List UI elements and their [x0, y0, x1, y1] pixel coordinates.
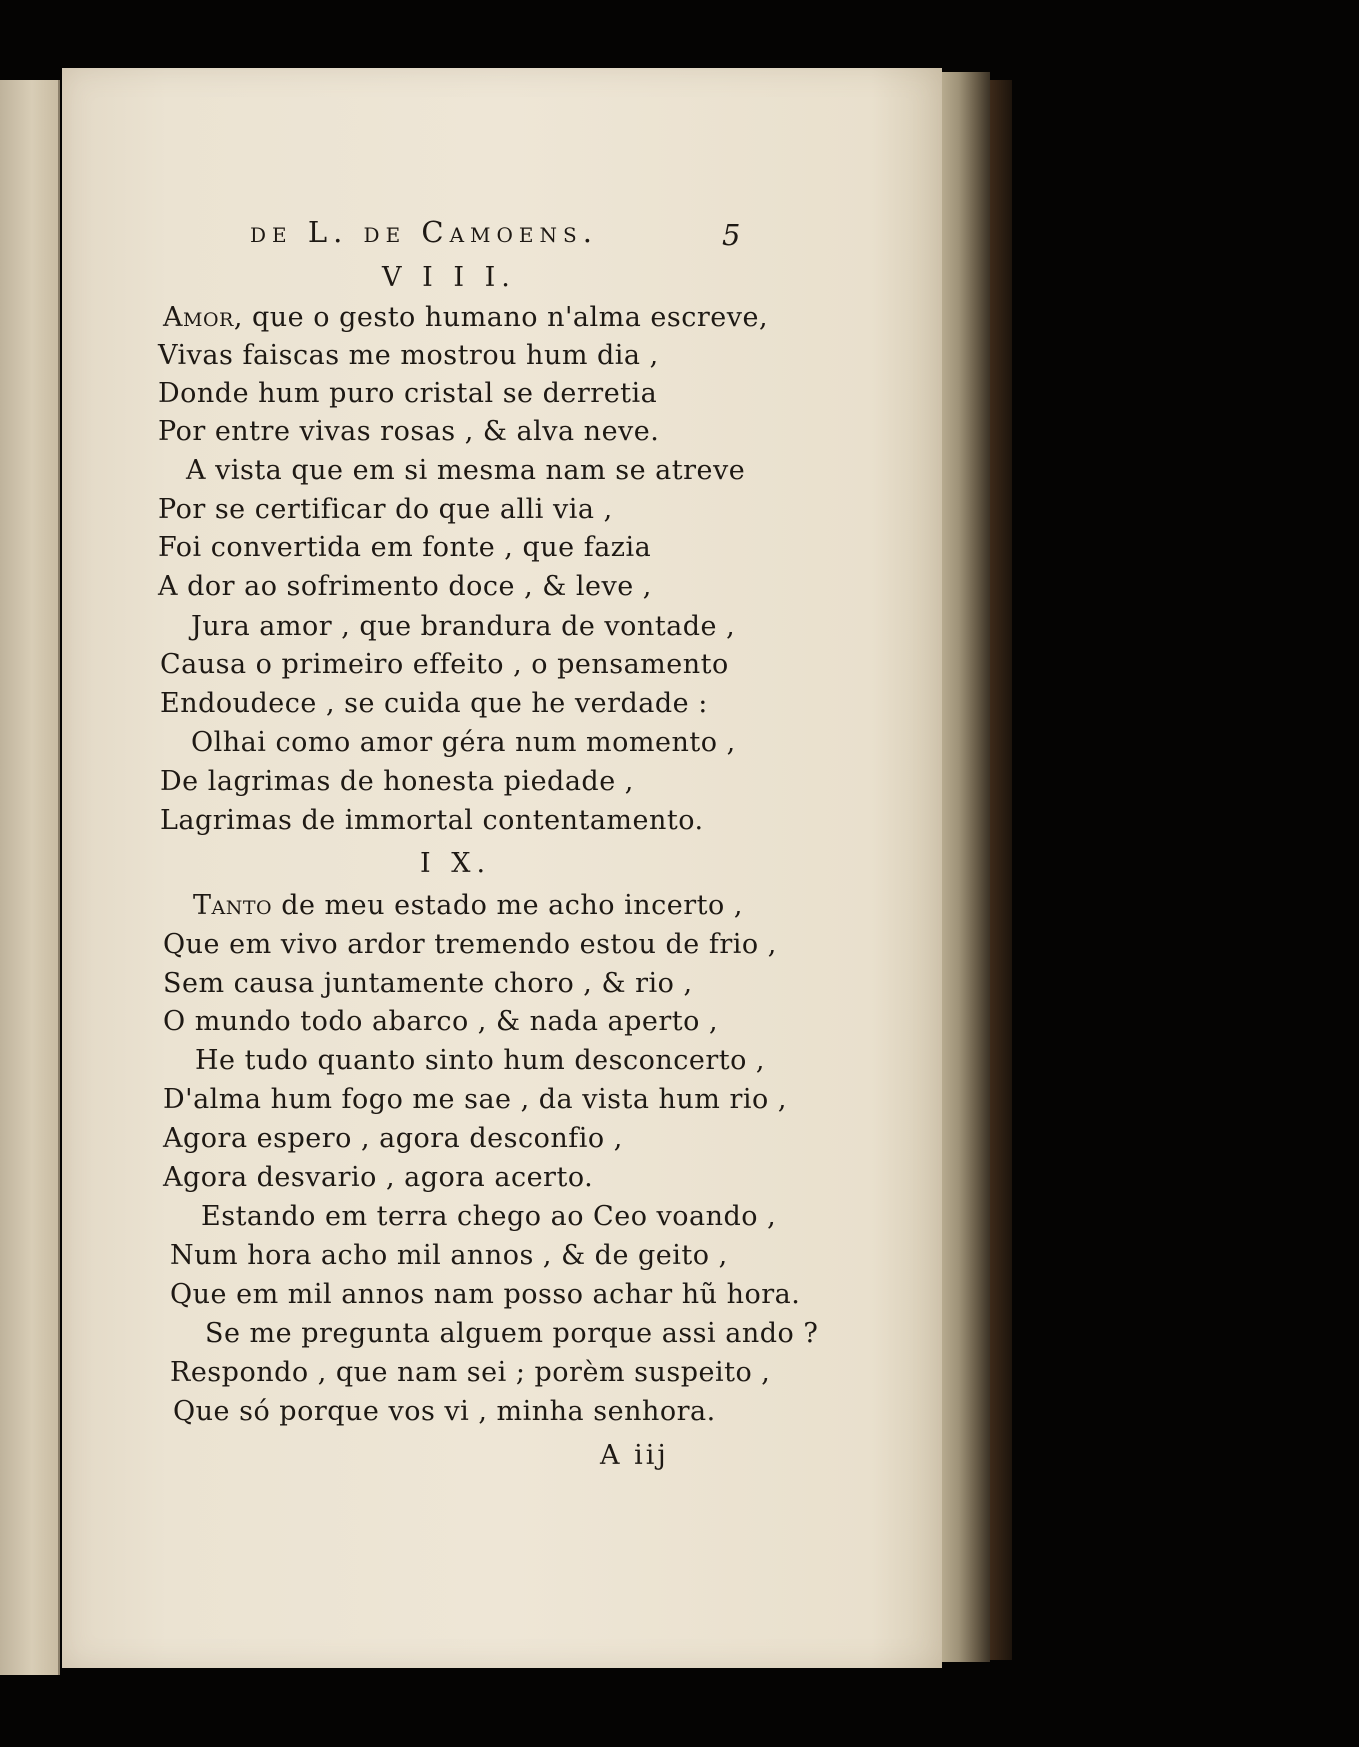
sonnet-number: I X.: [420, 848, 492, 879]
sonnet-line: Donde hum puro cristal se derretia: [158, 378, 658, 409]
sonnet-line: Estando em terra chego ao Ceo voando ,: [201, 1201, 777, 1232]
sonnet-first-line-rest: de meu estado me acho incerto ,: [272, 890, 743, 921]
sonnet-line: Que em vivo ardor tremendo estou de frio ,: [163, 929, 777, 960]
sonnet-line: D'alma hum fogo me sae , da vista hum rio ,: [163, 1084, 787, 1115]
sonnet-line: Respondo , que nam sei ; porèm suspeito ,: [170, 1357, 771, 1388]
sonnet-line: Num hora acho mil annos , & de geito ,: [170, 1240, 728, 1271]
sonnet-line: Jura amor , que brandura de vontade ,: [191, 611, 736, 642]
sonnet-line: Sem causa juntamente choro , & rio ,: [163, 968, 693, 999]
sonnet-first-word: Amor: [163, 302, 234, 333]
sonnet-line: [163, 302, 768, 333]
sonnet-line: Foi convertida em fonte , que fazia: [158, 532, 652, 563]
sonnet-line: Por entre vivas rosas , & alva neve.: [158, 416, 660, 447]
sonnet-line: A dor ao sofrimento doce , & leve ,: [158, 571, 652, 602]
page-number: 5: [722, 218, 741, 252]
sonnet-line: Agora desvario , agora acerto.: [163, 1162, 594, 1193]
sonnet-line: A vista que em si mesma nam se atreve: [186, 455, 746, 486]
sonnet-line: Agora espero , agora desconfio ,: [163, 1123, 623, 1154]
sonnet-line: Vivas faiscas me mostrou hum dia ,: [158, 340, 659, 371]
sonnet-line: O mundo todo abarco , & nada aperto ,: [163, 1006, 719, 1037]
sonnet-line: Causa o primeiro effeito , o pensamento: [160, 649, 729, 680]
sonnet-line: Que em mil annos nam posso achar hũ hora.: [170, 1279, 801, 1310]
sonnet-line: He tudo quanto sinto hum desconcerto ,: [195, 1045, 766, 1076]
sonnet-number: V I I I.: [382, 262, 516, 293]
running-head: de L. de Camoens.: [250, 215, 598, 249]
sonnet-first-line-rest: , que o gesto humano n'alma escreve,: [233, 302, 769, 333]
sonnet-line: Que só porque vos vi , minha senhora.: [173, 1396, 716, 1427]
sonnet-line: Lagrimas de immortal contentamento.: [160, 805, 704, 836]
sonnet-line: De lagrimas de honesta piedade ,: [160, 766, 634, 797]
sonnet-line: Por se certificar do que alli via ,: [158, 494, 613, 525]
sonnet-line: [193, 890, 743, 921]
sonnet-first-word: Tanto: [193, 890, 273, 921]
signature-mark: A iij: [600, 1440, 669, 1471]
sonnet-line: Olhai como amor géra num momento ,: [191, 727, 736, 758]
sonnet-line: Se me pregunta alguem porque assi ando ?: [205, 1318, 819, 1349]
sonnet-line: Endoudece , se cuida que he verdade :: [160, 688, 708, 719]
